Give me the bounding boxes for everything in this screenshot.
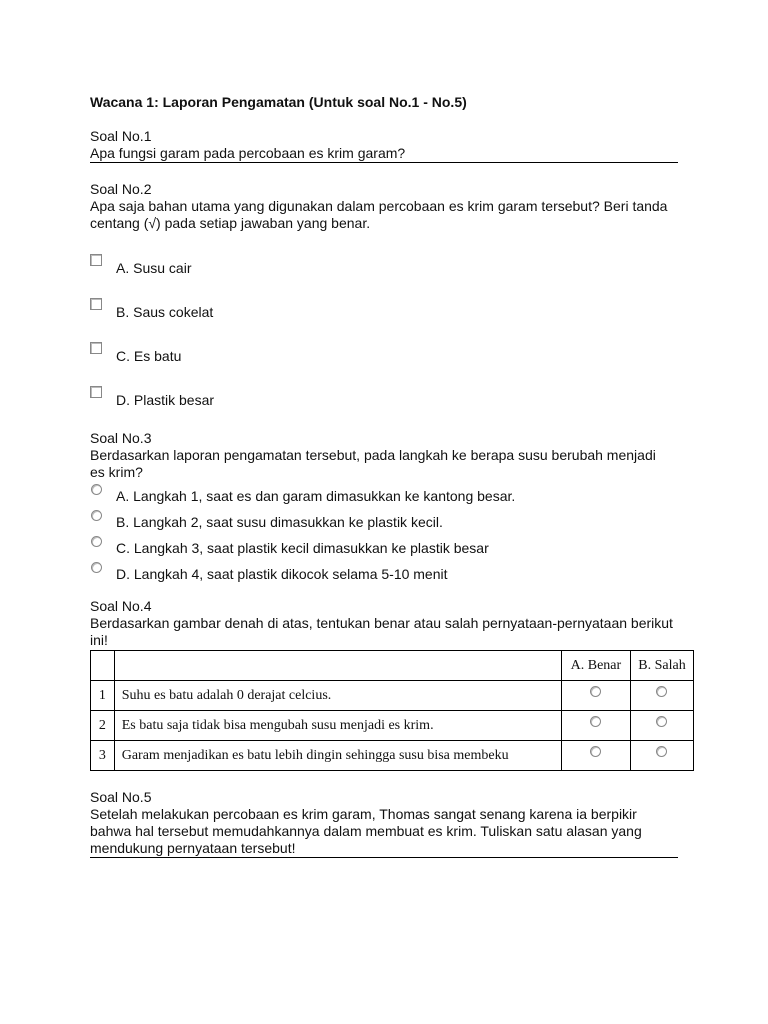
question-5-number: Soal No.5 <box>90 789 152 805</box>
page-title: Wacana 1: Laporan Pengamatan (Untuk soal No.1 - No.5) <box>90 94 467 110</box>
checkbox-option-d[interactable] <box>90 386 700 416</box>
radio-icon[interactable] <box>590 746 601 757</box>
benar-cell <box>561 681 630 711</box>
table-header-benar: A. Benar <box>561 651 630 681</box>
salah-cell <box>630 711 693 741</box>
worksheet <box>90 94 700 858</box>
question-1 <box>90 128 700 163</box>
row-statement: Es batu saja tidak bisa mengubah susu menjadi es krim. <box>114 711 561 741</box>
question-4-number: Soal No.4 <box>90 598 152 614</box>
checkbox-option-c[interactable] <box>90 342 700 386</box>
radio-icon[interactable] <box>590 686 601 697</box>
question-2-number: Soal No.2 <box>90 181 152 197</box>
row-number: 2 <box>91 711 115 741</box>
row-statement: Garam menjadikan es batu lebih dingin sehingga susu bisa membeku <box>114 741 561 771</box>
question-3-text: Berdasarkan laporan pengamatan tersebut, pada langkah ke berapa susu berubah menjadi es krim? <box>90 447 656 480</box>
question-1-text: Apa fungsi garam pada percobaan es krim garam? <box>90 145 678 163</box>
option-label: B. Langkah 2, saat susu dimasukkan ke plastik kecil. <box>116 514 443 530</box>
salah-cell <box>630 681 693 711</box>
option-label: C. Es batu <box>116 348 182 364</box>
benar-cell <box>561 741 630 771</box>
checkbox-option-a[interactable] <box>90 254 700 298</box>
table-header-cell <box>91 651 115 681</box>
row-number: 3 <box>91 741 115 771</box>
radio-icon[interactable] <box>590 716 601 727</box>
true-false-table <box>90 650 694 771</box>
question-2-text: Apa saja bahan utama yang digunakan dalam percobaan es krim garam tersebut? Beri tanda centang (√) pada setiap jawaban yang benar. <box>90 198 668 231</box>
question-4-text: Berdasarkan gambar denah di atas, tentukan benar atau salah pernyataan-pernyataan berikut ini! <box>90 615 673 648</box>
radio-icon[interactable] <box>91 484 102 495</box>
option-label: C. Langkah 3, saat plastik kecil dimasukkan ke plastik besar <box>116 540 489 556</box>
radio-option-d[interactable] <box>90 562 700 588</box>
question-5-text: Setelah melakukan percobaan es krim garam, Thomas sangat senang karena ia berpikir bahwa hal tersebut memudahkannya dalam membuat es krim. Tuliskan satu alasan yang mendukung pernyataan tersebut! <box>90 806 678 858</box>
question-3-options <box>90 484 700 588</box>
checkbox-option-b[interactable] <box>90 298 700 342</box>
question-2 <box>90 181 700 416</box>
radio-icon[interactable] <box>656 716 667 727</box>
benar-cell <box>561 711 630 741</box>
question-3 <box>90 430 700 588</box>
radio-icon[interactable] <box>656 686 667 697</box>
checkbox-icon[interactable] <box>90 386 102 398</box>
radio-option-c[interactable] <box>90 536 700 562</box>
option-label: B. Saus cokelat <box>116 304 214 320</box>
option-label: A. Langkah 1, saat es dan garam dimasukkan ke kantong besar. <box>116 488 516 504</box>
radio-icon[interactable] <box>656 746 667 757</box>
table-header-row <box>91 651 694 681</box>
radio-option-a[interactable] <box>90 484 700 510</box>
checkbox-icon[interactable] <box>90 342 102 354</box>
radio-icon[interactable] <box>91 536 102 547</box>
salah-cell <box>630 741 693 771</box>
question-1-number: Soal No.1 <box>90 128 152 144</box>
option-label: D. Plastik besar <box>116 392 215 408</box>
table-row <box>91 741 694 771</box>
question-5 <box>90 789 700 858</box>
table-header-salah: B. Salah <box>630 651 693 681</box>
table-header-cell <box>114 651 561 681</box>
table-row <box>91 711 694 741</box>
checkbox-icon[interactable] <box>90 254 102 266</box>
option-label: D. Langkah 4, saat plastik dikocok selama 5-10 menit <box>116 566 448 582</box>
question-2-options <box>90 254 700 416</box>
table-row <box>91 681 694 711</box>
radio-icon[interactable] <box>91 562 102 573</box>
checkbox-icon[interactable] <box>90 298 102 310</box>
radio-option-b[interactable] <box>90 510 700 536</box>
radio-icon[interactable] <box>91 510 102 521</box>
row-statement: Suhu es batu adalah 0 derajat celcius. <box>114 681 561 711</box>
question-4 <box>90 598 700 771</box>
question-3-number: Soal No.3 <box>90 430 152 446</box>
option-label: A. Susu cair <box>116 260 192 276</box>
row-number: 1 <box>91 681 115 711</box>
